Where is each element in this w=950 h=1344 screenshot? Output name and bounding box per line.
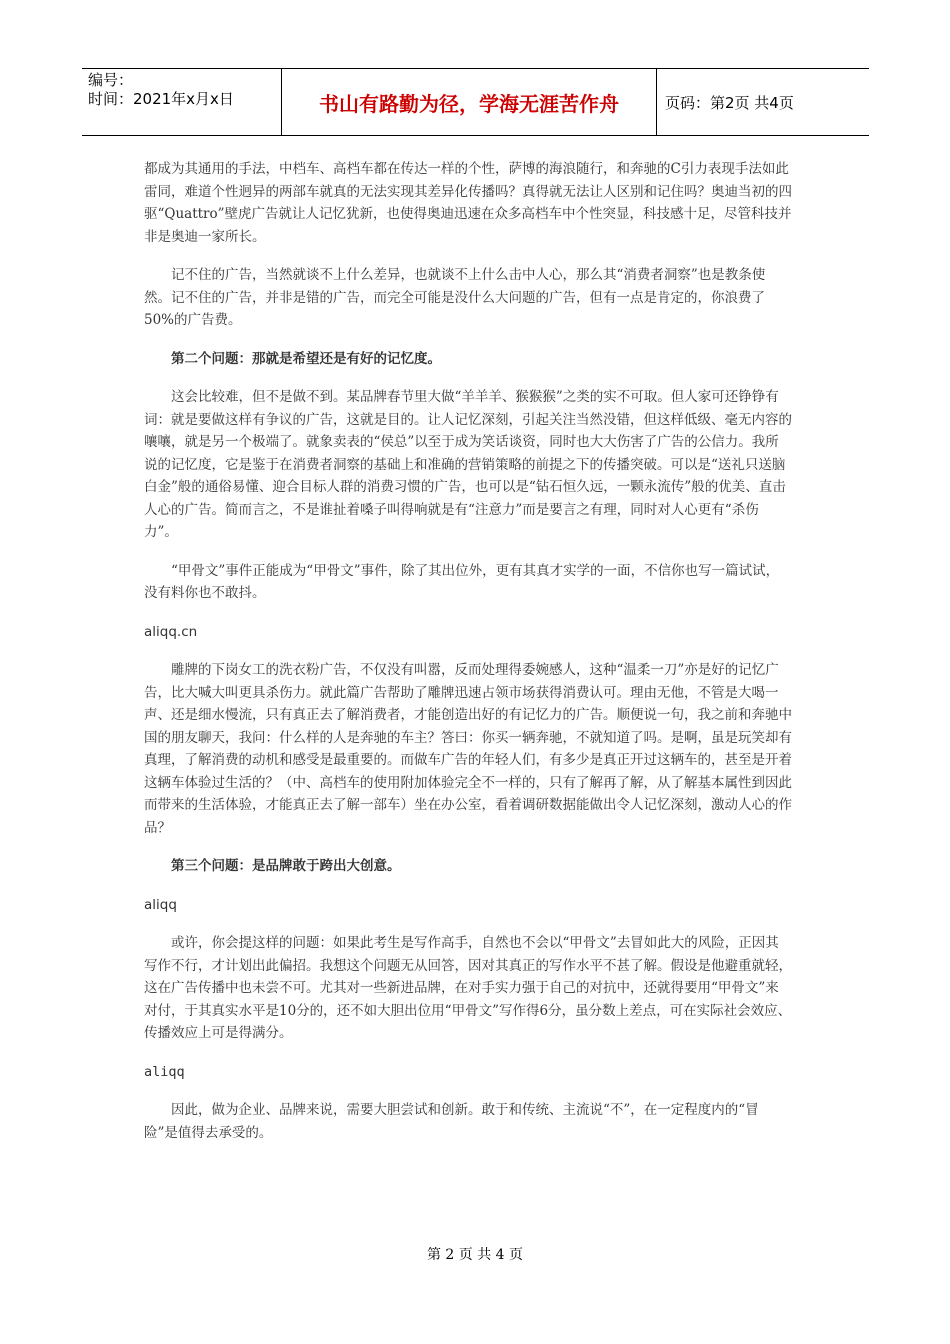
source-note: aliqq [144, 896, 177, 913]
header-info-cell [82, 69, 282, 135]
document-body [144, 158, 792, 1160]
header-motto: 书山有路勤为径，学海无涯苦作舟 [282, 69, 657, 135]
section-heading: 第三个问题：是品牌敢于跨出大创意。 [171, 858, 401, 874]
paragraph: 因此，做为企业、品牌来说，需要大胆尝试和创新。敢于和传统、主流说“不”，在一定程度内的“冒险”是值得去承受的。 [144, 1102, 759, 1141]
paragraph: 这会比较难，但不是做不到。某品牌春节里大做“羊羊羊、猴猴猴”之类的实不可取。但人家可还铮铮有词：就是要做这样有争议的广告，这就是目的。让人记忆深刻，引起关注当然没错，但这样低级、毫无内容的嚷嚷，就是另一个极端了。就象卖表的“侯总”以至于成为笑话谈资，同时也大大伤害了广告的公信力。我所说的记忆度，它是鉴于在消费者洞察的基础上和准确的营销策略的前提之下的传播突破。可以是“送礼只送脑白金”般的通俗易懂、迎合目标人群的消费习惯的广告，也可以是“钻石恒久远，一颗永流传”般的优美、直击人心的广告。简而言之，不是谁扯着嗓子叫得响就是有“注意力”而是要言之有理，同时对人心更有“杀伤力”。 [144, 389, 792, 540]
number-label: 编号： [88, 71, 134, 89]
source-note: aliqq [144, 1063, 185, 1080]
paragraph: 记不住的广告，当然就谈不上什么差异，也就谈不上什么击中人心，那么其“消费者洞察”也是教条使然。记不住的广告，并非是错的广告，而完全可能是没什么大问题的广告，但有一点是肯定的，你浪费了50%的广告费。 [144, 267, 766, 328]
page-header [82, 68, 869, 136]
section-heading: 第二个问题：那就是希望还是有好的记忆度。 [171, 350, 441, 367]
time-label: 时间：2021年x月x日 [88, 90, 234, 108]
paragraph: 雕牌的下岗女工的洗衣粉广告，不仅没有叫嚣，反而处理得委婉感人，这种“温柔一刀”亦是好的记忆广告，比大喊大叫更具杀伤力。就此篇广告帮助了雕牌迅速占领市场获得消费认可。理由无他，不管是大喝一声、还是细水慢流，只有真正去了解消费者，才能创造出好的有记忆力的广告。顺便说一句，我之前和奔驰中国的朋友聊天，我问：什么样的人是奔驰的车主？答曰：你买一辆奔驰，不就知道了吗。是啊，虽是玩笑却有真理，了解消费的动机和感受是最重要的。而做车广告的年轻人们，有多少是真正开过这辆车的，甚至是开着这辆车体验过生活的？（中、高档车的使用附加体验完全不一样的，只有了解再了解，从了解基本属性到因此而带来的生活体验，才能真正去了解一部车）坐在办公室，看着调研数据能做出令人记忆深刻，激动人心的作品？ [144, 662, 792, 836]
paragraph: “甲骨文”事件正能成为“甲骨文”事件，除了其出位外，更有其真才实学的一面，不信你也写一篇试试，没有料你也不敢抖。 [144, 562, 780, 601]
page-footer: 第 2 页 共 4 页 [426, 1247, 524, 1263]
paragraph: 都成为其通用的手法，中档车、高档车都在传达一样的个性，萨博的海浪随行，和奔驰的C引力表现手法如此雷同，难道个性迥异的两部车就真的无法实现其差异化传播吗？真得就无法让人区别和记住吗？奥迪当初的四驱“Quattro”壁虎广告就让人记忆犹新，也使得奥迪迅速在众多高档车中个性突显，科技感十足，尽管科技并非是奥迪一家所长。 [144, 161, 792, 245]
header-page-info: 页码：第2页 共4页 [665, 93, 794, 112]
paragraph: 或许，你会提这样的问题：如果此考生是写作高手，自然也不会以“甲骨文”去冒如此大的风险，正因其写作不行，才计划出此偏招。我想这个问题无从回答，因对其真正的写作水平不甚了解。假设是他避重就轻，这在广告传播中也未尝不可。尤其对一些新进品牌，在对手实力强于自己的对抗中，还就得要用“甲骨文”来对付，于其真实水平是10分的，还不如大胆出位用“甲骨文”写作得6分，虽分数上差点，可在实际社会效应、传播效应上可是得满分。 [144, 935, 792, 1041]
source-note: aliqq.cn [144, 623, 198, 640]
